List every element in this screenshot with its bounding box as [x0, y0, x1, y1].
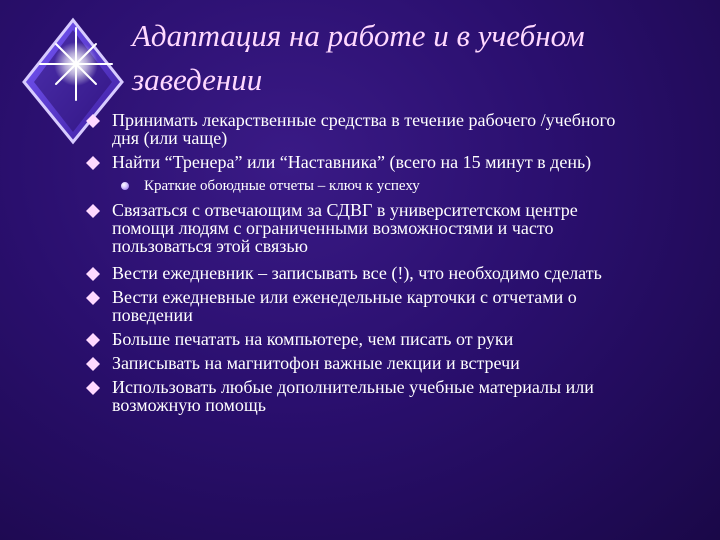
list-item-text-line: Принимать лекарственные средства в течение рабочего /учебного [112, 110, 616, 130]
sub-list-item [84, 177, 704, 195]
list-item [84, 153, 704, 171]
list-item [84, 288, 704, 324]
title-line-1: Адаптация на работе и в учебном [132, 18, 585, 53]
list-item-text-line: Записывать на магнитофон важные лекции и встречи [112, 353, 520, 373]
diamond-bullet-icon [86, 291, 100, 305]
diamond-bullet-icon [86, 333, 100, 347]
diamond-bullet-icon [86, 267, 100, 281]
diamond-bullet-icon [86, 114, 100, 128]
round-bullet-icon [121, 182, 129, 190]
list-item-text-line: Вести ежедневные или еженедельные карточки с отчетами о [112, 287, 577, 307]
diamond-bullet-icon [86, 156, 100, 170]
slide-title [132, 14, 702, 102]
sub-list-item-text: Краткие обоюдные отчеты – ключ к успеху [144, 178, 420, 194]
title-line-2: заведении [132, 62, 263, 97]
list-item-text-line: Связаться с отвечающим за СДВГ в университетском центре [112, 200, 578, 220]
list-item-text-line: Найти “Тренера” или “Наставника” (всего на 15 минут в день) [112, 152, 592, 172]
list-item [84, 111, 704, 147]
diamond-bullet-icon [86, 204, 100, 218]
list-item [84, 264, 704, 282]
list-item [84, 378, 704, 414]
list-item-text-line: Использовать любые дополнительные учебные материалы или [112, 377, 594, 397]
list-item-text-line: возможную помощь [112, 395, 266, 415]
diamond-bullet-icon [86, 381, 100, 395]
list-item [84, 354, 704, 372]
bullet-list [84, 111, 704, 414]
list-item-text-line: Больше печатать на компьютере, чем писать от руки [112, 329, 514, 349]
list-item-text-line: помощи людям с ограниченными возможностями и часто [112, 218, 554, 238]
list-item-text-line: пользоваться этой связью [112, 236, 309, 256]
list-item-text-line: дня (или чаще) [112, 128, 228, 148]
list-item-text-line: Вести ежедневник – записывать все (!), что необходимо сделать [112, 263, 602, 283]
list-item-text-line: поведении [112, 305, 193, 325]
list-item [84, 201, 704, 255]
list-item [84, 330, 704, 348]
diamond-bullet-icon [86, 357, 100, 371]
